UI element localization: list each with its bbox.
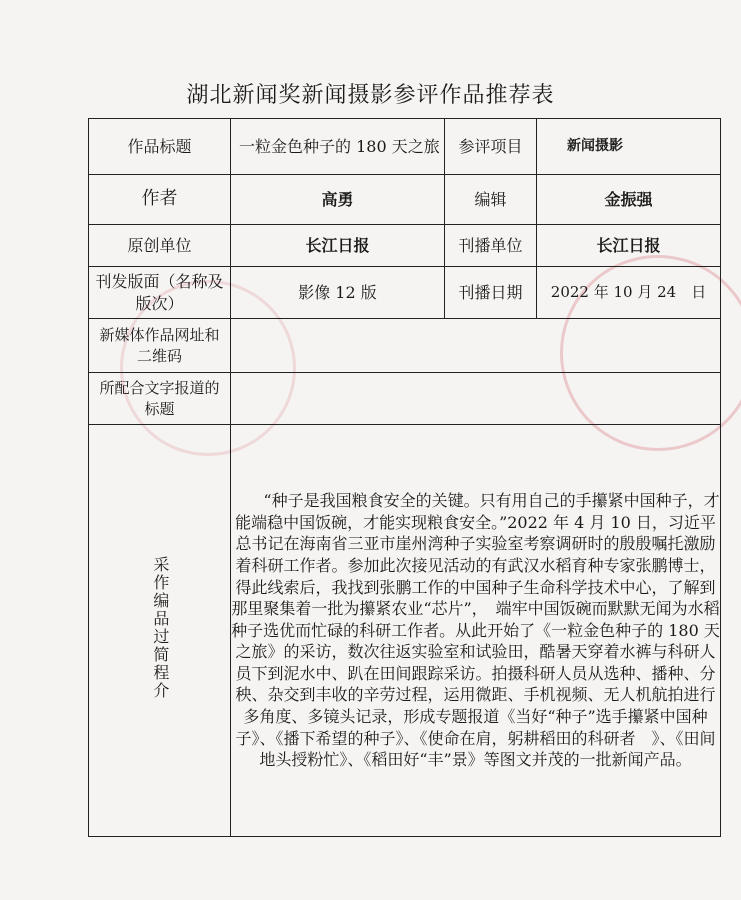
process-label-cell xyxy=(89,425,231,837)
page-label: 刊发版面（名称及版次） xyxy=(89,267,231,319)
process-text: “种子是我国粮食安全的关键。只有用自己的手攥紧中国种子，才能端稳中国饭碗，才能实现粮食安全。”2022 年 4 月 10 日，习近平总书记在海南省三亚市崖州湾种子实验室考察调研时的殷殷嘱托激励着科研工作者。参加此次接见活动的有武汉水稻育种专家张鹏博士，得此线索后，我找到张鹏工作的中国种子生命科学技术中心，了解到那里聚集着一批为攥紧农业“芯片”， 端牢中国饭碗而默默无闻为水稻种子选优而忙碌的科研工作者。从此开始了《一粒金色种子的 180 天之旅》的采访，数次往返实验室和试验田，酷暑天穿着水裤与科研人员下到泥水中、趴在田间跟踪采访。拍摄科研人员从选种、播种、分秧、杂交到丰收的辛劳过程，运用微距、手机视频、无人机航拍进行多角度、多镜头记录，形成专题报道《当好“种子”选手攥紧中国种子》、《播下希望的种子》、《使命在肩，躬耕稻田的科研者 》、《田间地头授粉忙》、《稻田好“丰”景》等图文并茂的一批新闻产品。 xyxy=(231,425,721,837)
author-label: 作者 xyxy=(89,175,231,225)
date-label: 刊播日期 xyxy=(445,267,537,319)
row-newmedia xyxy=(89,319,721,373)
row-process xyxy=(89,425,721,837)
work-title-value: 一粒金色种子的 180 天之旅 xyxy=(231,119,445,175)
row-origin xyxy=(89,225,721,267)
work-title-label: 作品标题 xyxy=(89,119,231,175)
related-label: 所配合文字报道的标题 xyxy=(89,373,231,425)
page-value: 影像 12 版 xyxy=(231,267,445,319)
editor-value: 金振强 xyxy=(537,175,721,225)
date-value: 2022 年 10 月 24 日 xyxy=(537,267,721,319)
publisher-label: 刊播单位 xyxy=(445,225,537,267)
author-value: 高勇 xyxy=(231,175,445,225)
editor-label: 编辑 xyxy=(445,175,537,225)
newmedia-value xyxy=(231,319,721,373)
row-author xyxy=(89,175,721,225)
row-work-title xyxy=(89,119,721,175)
row-page xyxy=(89,267,721,319)
publisher-value: 长江日报 xyxy=(537,225,721,267)
page-title: 湖北新闻奖新闻摄影参评作品推荐表 xyxy=(186,83,555,108)
process-label: 采作编品过简程介 xyxy=(150,555,170,700)
newmedia-label: 新媒体作品网址和二维码 xyxy=(89,319,231,373)
origin-value: 长江日报 xyxy=(231,225,445,267)
category-label: 参评项目 xyxy=(445,119,537,175)
related-value xyxy=(231,373,721,425)
category-value: 新闻摄影 xyxy=(537,119,721,175)
recommendation-form xyxy=(88,118,721,837)
row-related xyxy=(89,373,721,425)
origin-label: 原创单位 xyxy=(89,225,231,267)
